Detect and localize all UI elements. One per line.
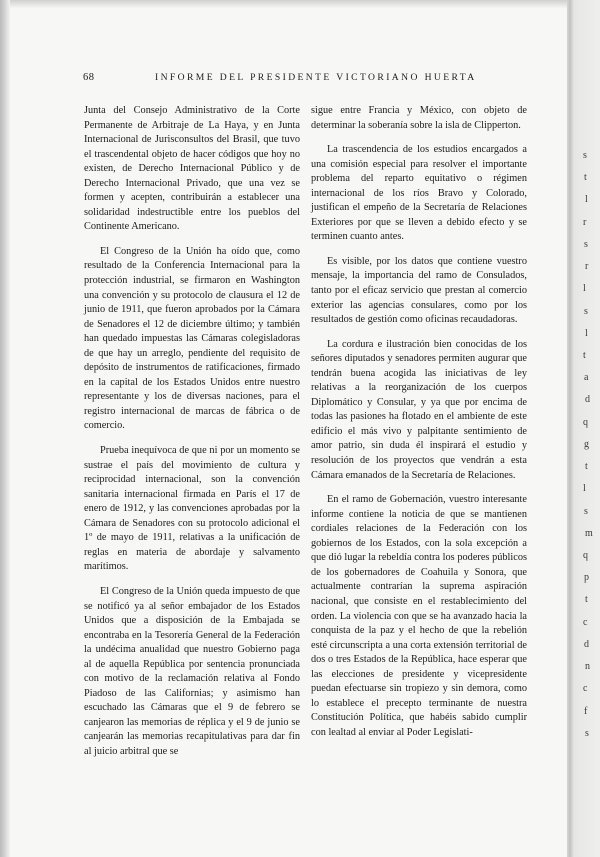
paragraph: La cordura e ilustración bien conocidas de los señores diputados y senadores permiten augurar que tendrán buena acogida las iniciativas de ley relativas a la reorganización de los cuerpos Diplomático y Consular, y ya que por encima de todas las pasiones ha flotado en el ambiente de este edificio el más vivo y palpitante sentimiento de amor patrio, sin duda él inspirará el estudio y resolución de los proyectos que vendrán a esta Cámara emanados de la Secretaría de Relaciones. bbox=[311, 338, 527, 481]
paragraph: En el ramo de Gobernación, vuestro interesante informe contiene la noticia de que se mantienen cordiales relaciones de la Federación con los gobiernos de los Estados, con la sola excepción a que dió lugar la rebeldía contra los poderes públicos de los gobernadores de Coahuila y Sonora, que actualmente contrarían la suprema aspiración nacional, que consiste en el restablecimiento del orden. La violencia con que se ha avanzado hacia la conquista de la paz y el hecho de que la rebelión esté circunscripta a una corta extensión territorial de dos o tres Estados de la República, hace esperar que las elecciones de presidente y vicepresidente puedan efectuarse sin tropiezo y sin demora, como lo establece el precepto terminante de nuestra Constitución Política, que habéis sabido cumplir con lealtad al enviar al Poder Legislati- bbox=[311, 494, 527, 738]
facing-page-fragment: c bbox=[583, 683, 588, 694]
page-left-shadow bbox=[0, 0, 10, 857]
facing-page-fragment: l bbox=[585, 328, 588, 339]
facing-page-fragment: r bbox=[585, 261, 589, 272]
facing-page-fragment: n bbox=[585, 661, 590, 672]
facing-page-fragment: c bbox=[583, 617, 588, 628]
facing-page-fragment: d bbox=[585, 394, 590, 405]
paragraph: Es visible, por los datos que contiene vuestro mensaje, la importancia del ramo de Consulados, tanto por el eficaz servicio que prestan al comercio exterior las agencias consulares, como por los resultados de gestión como oficinas recaudadoras. bbox=[311, 255, 527, 326]
facing-page-fragment: s bbox=[583, 150, 587, 161]
facing-page-fragment: t bbox=[585, 594, 588, 605]
paragraph: El Congreso de la Unión ha oído que, como resultado de la Conferencia Internacional para la protección industrial, se firmaron en Washington una convención y su protocolo de clausura el 12 de junio de 1911, que fueron aprobados por la Cámara de Senadores el 12 de diciembre último; y también han quedado impuestas las Cámaras colegisladoras de que hay un arreglo, pendiente del requisito de depósito de instrumentos de ratificaciones, firmado en la capital de los Estados Unidos entre nuestro representante y los de diversas naciones, para el registro internacional de marcas de fábrica o de comercio. bbox=[84, 245, 300, 432]
page-top-shadow bbox=[0, 0, 600, 8]
facing-page-fragment: t bbox=[583, 350, 586, 361]
running-title: INFORME DEL PRESIDENTE VICTORIANO HUERTA bbox=[155, 72, 477, 83]
facing-page-fragment: t bbox=[585, 461, 588, 472]
facing-page-fragment: s bbox=[585, 728, 589, 739]
paragraph: sigue entre Francia y México, con objeto de determinar la soberanía sobre la isla de Clipperton. bbox=[311, 105, 527, 131]
facing-page-fragment: m bbox=[585, 528, 593, 539]
facing-page-fragment: t bbox=[584, 172, 587, 183]
facing-page-fragment: l bbox=[583, 483, 586, 494]
facing-page-fragment: q bbox=[583, 550, 588, 561]
facing-page-fragment: p bbox=[584, 572, 589, 583]
facing-page-fragment: s bbox=[584, 239, 588, 250]
page-header bbox=[83, 72, 523, 86]
facing-page-strip bbox=[583, 150, 600, 770]
page-number: 68 bbox=[83, 72, 95, 83]
text-column-right bbox=[311, 104, 527, 750]
paragraph: Prueba inequívoca de que ni por un momento se sustrae el país del movimiento de cultura y reciprocidad internacional, son la convención sanitaria internacional firmada en París el 17 de enero de 1912, y las convenciones aprobadas por la Cámara de Senadores con su protocolo adicional el 1º de mayo de 1911, relativas a la unificación de reglas en materia de abordaje y salvamento marítimos. bbox=[84, 445, 300, 573]
facing-page-fragment: r bbox=[583, 217, 587, 228]
paragraph: La trascendencia de los estudios encargados a una comisión especial para resolver el importante problema del reparto equitativo o régimen internacional de los ríos Bravo y Colorado, justifican el empeño de la Secretaría de Relaciones Exteriores por que se lleven a debido efecto y se terminen cuanto antes. bbox=[311, 144, 527, 243]
facing-page-fragment: l bbox=[583, 283, 586, 294]
facing-page-fragment: q bbox=[583, 417, 588, 428]
facing-page-fragment: f bbox=[584, 706, 588, 717]
facing-page-fragment: l bbox=[585, 194, 588, 205]
facing-page-fragment: g bbox=[584, 439, 589, 450]
paragraph: Junta del Consejo Administrativo de la Corte Permanente de Arbitraje de La Haya, y en Junta Internacional de Jurisconsultos del Brasil, que tuvo el trascendental objeto de hacer códigos que hoy no existen, de Derecho Internacional Público y de Derecho Internacional Privado, que una vez se formen y acepten, contribuirán a establecer una solidaridad indestructible entre los pueblos del Continente Americano. bbox=[84, 105, 300, 233]
facing-page-fragment: s bbox=[584, 506, 588, 517]
facing-page-fragment: d bbox=[584, 639, 589, 650]
facing-page-fragment: s bbox=[584, 306, 588, 317]
paragraph: El Congreso de la Unión queda impuesto de que se notificó ya al señor embajador de los Estados Unidos que a disposición de la Embajada se encontraba en la Tesorería General de la Federación la undécima anualidad que nuestro Gobierno paga al de aquella República por sentencia pronunciada con motivo de la reclamación relativa al Fondo Piadoso de las Californias; y asimismo han escuchado las Cámaras que el 9 de febrero se canjearon las memorias de réplica y el 9 de junio se canjearán las memorias recapitulativas para dar fin al juicio arbitral que se bbox=[84, 585, 300, 757]
text-column-left bbox=[84, 104, 300, 770]
facing-page-fragment: a bbox=[584, 372, 589, 383]
